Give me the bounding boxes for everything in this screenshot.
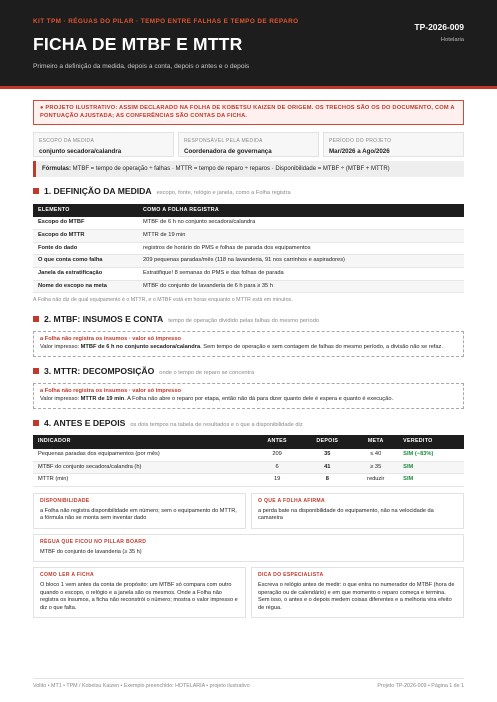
before-cell: 19 xyxy=(253,474,301,487)
guidance-cards xyxy=(33,567,464,618)
row-value: MTBF do conjunto de lavanderia de 6 h para ≥ 35 h xyxy=(138,280,464,293)
section-marker xyxy=(33,316,39,322)
meta-period xyxy=(323,132,464,157)
indicator-cell: Pequenas paradas dos equipamentos (por mês) xyxy=(33,449,253,462)
table-row xyxy=(33,255,464,268)
before-cell: 209 xyxy=(253,449,301,462)
formulas-label: Fórmulas: xyxy=(42,166,72,173)
meta-label: RESPONSÁVEL PELA MEDIDA xyxy=(184,138,263,145)
text-fragment: . Sem tempo de operação e sem contagem de falhas do mesmo período, a divisão não se refaz. xyxy=(200,343,443,350)
indicator-cell: MTBF do conjunto secadora/calandra (h) xyxy=(33,461,253,474)
section-title: 4. ANTES E DEPOIS xyxy=(44,417,126,428)
page-subtitle: Primeiro a definição da medida, depois a conta, depois o antes e o depois xyxy=(33,63,250,71)
formulas-bar xyxy=(33,161,464,177)
card-text: a Folha não registra disponibilidade em número; sem o equipamento do MTTR, a fórmula não se monta sem inventar dado xyxy=(40,507,237,522)
availability-card xyxy=(33,493,246,529)
illustrative-banner: ● PROJETO ILUSTRATIVO: ASSIM DECLARADO NA FOLHA DE KOBETSU KAIZEN DE ORIGEM. OS TRECHOS SÃO OS DO DOCUMENTO, COM A PONTUAÇÃO AJUSTADA; AS CONFERÊNCIAS SÃO CONTAS DA FICHA. xyxy=(33,100,464,125)
table-row xyxy=(33,229,464,242)
section-subtitle: onde o tempo de reparo se concentra xyxy=(159,369,255,376)
text-fragment: Valor impresso: xyxy=(40,343,81,350)
column-header: VEREDITO xyxy=(398,435,464,448)
table-row xyxy=(33,474,464,487)
pillar-board-card xyxy=(33,534,464,562)
doc-unit: Hotelaria xyxy=(440,37,464,44)
card-label: O QUE A FOLHA AFIRMA xyxy=(258,497,325,504)
missing-inputs-flag: a Folha não registra os insumos · valor só impresso xyxy=(40,336,181,343)
card-text: a perda bate na disponibilidade do equipamento, não na velocidade da camareira xyxy=(258,507,434,522)
column-header: DEPOIS xyxy=(301,435,353,448)
verdict-cell: SIM (−83%) xyxy=(398,449,464,462)
row-key: O que conta como falha xyxy=(33,255,138,268)
card-label: COMO LER A FICHA xyxy=(40,572,94,579)
after-cell: 8 xyxy=(301,474,353,487)
section-subtitle: escopo, fonte, relógio e janela, como a Folha registra xyxy=(156,190,291,197)
section-3-heading xyxy=(33,366,464,378)
results-table xyxy=(33,435,464,487)
mttr-decomposition-box xyxy=(33,383,464,408)
target-cell: reduzir xyxy=(353,474,398,487)
target-cell: ≥ 35 xyxy=(353,461,398,474)
page-content xyxy=(0,89,497,618)
column-header: INDICADOR xyxy=(33,435,253,448)
row-value: MTTR de 19 min xyxy=(138,229,464,242)
section-title: 3. MTTR: DECOMPOSIÇÃO xyxy=(44,365,155,376)
section-marker xyxy=(33,368,39,374)
definition-table xyxy=(33,204,464,293)
after-cell: 41 xyxy=(301,461,353,474)
meta-owner xyxy=(178,132,319,157)
column-header: ANTES xyxy=(253,435,301,448)
verdict-cell: SIM xyxy=(398,461,464,474)
after-cell: 35 xyxy=(301,449,353,462)
definition-note: A Folha não diz de qual equipamento é o MTTR, e o MTBF está em horas enquanto o MTTR está em minutos. xyxy=(33,297,293,304)
table-row xyxy=(33,449,464,462)
section-marker xyxy=(33,420,39,426)
indicator-cell: MTTR (min) xyxy=(33,474,253,487)
table-header-row xyxy=(33,435,464,448)
row-value: 209 pequenas paradas/mês (118 na lavanderia, 91 nos carrinhos e aspiradores) xyxy=(138,255,464,268)
expert-tip-card xyxy=(251,567,464,618)
row-value: Estratifique! 8 semanas do PMS e das folhas de parada xyxy=(138,268,464,281)
section-title: 1. DEFINIÇÃO DA MEDIDA xyxy=(44,186,152,197)
text-emphasis: MTTR de 19 min xyxy=(80,396,125,402)
card-text: O bloco 1 vem antes da conta de propósito: um MTBF só compara com outro quando o escopo, o relógio e a janela são os mesmos. Onde a Folha não registra os insumos, a ficha não reconstrói o número; mostra o valor impresso e diz o que falta. xyxy=(40,582,238,611)
verdict-cell: SIM xyxy=(398,474,464,487)
header-doc-info xyxy=(414,22,464,45)
row-value: registros de horário do PMS e folhas de parada dos equipamentos xyxy=(138,242,464,255)
section-title: 2. MTBF: INSUMOS E CONTA xyxy=(44,313,164,324)
doc-code: TP-2026-009 xyxy=(414,22,464,32)
section-2-heading xyxy=(33,314,464,326)
section-1-heading xyxy=(33,186,464,198)
table-row xyxy=(33,217,464,229)
mtbf-printed-value xyxy=(40,344,457,352)
column-header: META xyxy=(353,435,398,448)
section-marker xyxy=(33,188,39,194)
mttr-printed-value xyxy=(40,396,457,404)
card-label: DISPONIBILIDADE xyxy=(40,497,90,504)
table-row xyxy=(33,280,464,293)
sheet-claims-card xyxy=(251,493,464,529)
meta-value: Coordenadora de governança xyxy=(184,148,272,156)
before-cell: 6 xyxy=(253,461,301,474)
row-value: MTBF de 6 h no conjunto secadora/calandra xyxy=(138,217,464,229)
page-title: FICHA DE MTBF E MTTR xyxy=(33,33,243,54)
missing-inputs-flag: a Folha não registra os insumos · valor só impresso xyxy=(40,388,181,395)
row-key: Fonte do dado xyxy=(33,242,138,255)
section-subtitle: os dois tempos na tabela de resultados e o que a disponibilidade diz xyxy=(130,421,303,428)
table-header-row xyxy=(33,204,464,217)
row-key: Janela da estratificação xyxy=(33,268,138,281)
footer-right: Projeto TP-2026-009 • Página 1 de 1 xyxy=(377,683,464,689)
table-row xyxy=(33,268,464,281)
text-emphasis: MTBF de 6 h no conjunto secadora/calandra xyxy=(80,343,201,350)
footer-left: Voltto • MT1 • TPM / Kobetsu Kaizen • Exemplo preenchido: HOTELARIA • projeto ilustrativo xyxy=(33,683,250,689)
table-row xyxy=(33,242,464,255)
row-key: Nome do escopo na meta xyxy=(33,280,138,293)
header-kicker: KIT TPM · RÉGUAS DO PILAR · TEMPO ENTRE FALHAS E TEMPO DE REPARO xyxy=(33,18,299,25)
card-label: RÉGUA QUE FICOU NO PILLAR BOARD xyxy=(40,538,147,545)
meta-value: Mar/2026 a Ago/2026 xyxy=(329,148,390,156)
row-key: Escopo do MTBF xyxy=(33,217,138,229)
formulas-text: MTBF = tempo de operação ÷ falhas · MTTR = tempo de reparo ÷ reparos · Disponibilidade = MTBF ÷ (MTBF + MTTR) xyxy=(71,166,390,173)
meta-scope xyxy=(33,132,174,157)
target-cell: ≤ 40 xyxy=(353,449,398,462)
column-header: ELEMENTO xyxy=(33,204,138,217)
meta-grid xyxy=(33,132,464,157)
text-fragment: Valor impresso: xyxy=(40,396,81,402)
page-header xyxy=(0,0,497,86)
section-4-heading xyxy=(33,418,464,430)
meta-label: PERÍODO DO PROJETO xyxy=(329,138,392,145)
section-subtitle: tempo de operação dividido pelas falhas do mesmo período xyxy=(168,317,320,324)
card-text: MTBF do conjunto de lavanderia (≥ 35 h) xyxy=(40,548,142,555)
text-fragment: . A Folha não abre o reparo por etapa, então não dá para dizer quanto dele é espera e quanto é execução. xyxy=(124,396,394,402)
page-footer xyxy=(33,678,464,690)
card-label: DICA DO ESPECIALISTA xyxy=(258,572,324,579)
column-header: COMO A FOLHA REGISTRA xyxy=(138,204,464,217)
meta-value: conjunto secadora/calandra xyxy=(39,148,122,156)
table-row xyxy=(33,461,464,474)
availability-cards xyxy=(33,493,464,529)
row-key: Escopo do MTTR xyxy=(33,229,138,242)
meta-label: ESCOPO DA MEDIDA xyxy=(39,138,95,145)
how-to-read-card xyxy=(33,567,246,618)
mtbf-inputs-box xyxy=(33,331,464,356)
card-text: Escreva o relógio antes de medir: o que entra no numerador do MTBF (hora de operação ou de calendário) e em que momento o reparo começa e termina. Sem isso, o antes e o depois medem coisas diferentes e a melhoria vira efeito de régua. xyxy=(258,582,455,611)
